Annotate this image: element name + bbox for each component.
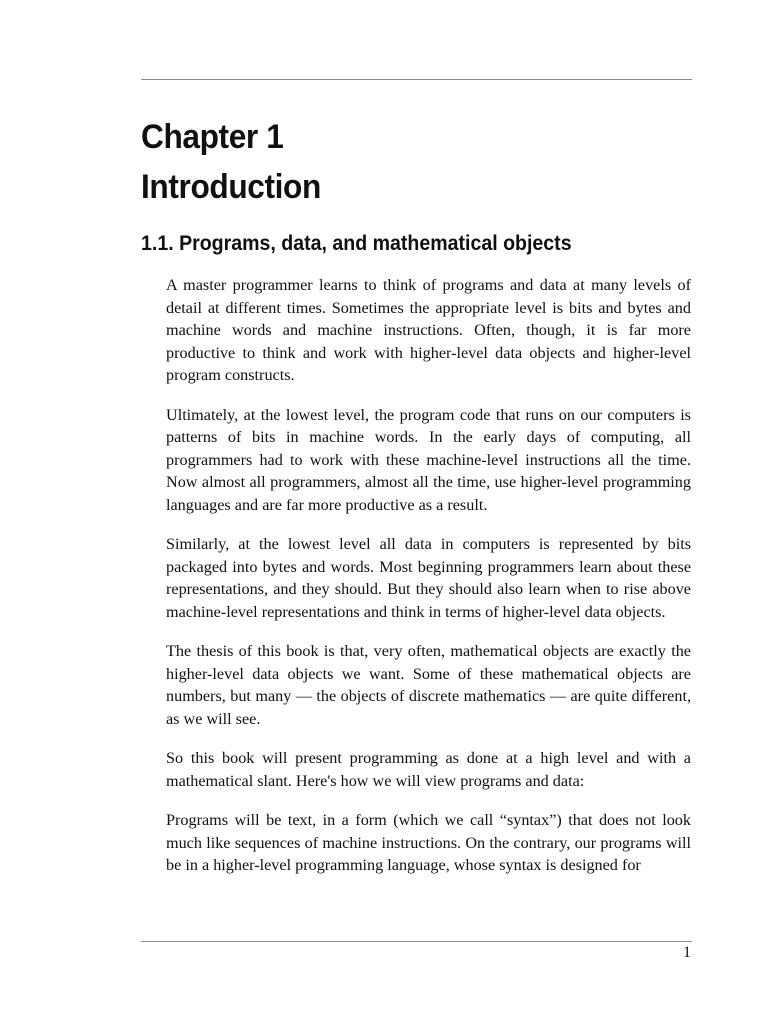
- chapter-heading: [141, 112, 653, 212]
- paragraph: Similarly, at the lowest level all data in computers is represented by bits packaged into bytes and words. Most beginning programmers learn about these representations, and they should. But they should also learn when to rise above machine-level representations and think in terms of higher-level data objects.: [166, 535, 691, 621]
- page-number: 1: [683, 944, 691, 961]
- paragraph: A master programmer learns to think of programs and data at many levels of detail at different times. Sometimes the appropriate level is bits and bytes and machine words and machine instructions. Often, though, it is far more productive to think and work with higher-level data objects and higher-level program constructs.: [166, 276, 691, 384]
- top-rule: [141, 79, 692, 80]
- chapter-number: Chapter 1: [141, 118, 284, 156]
- paragraph: The thesis of this book is that, very often, mathematical objects are exactly the higher-level data objects we want. Some of these mathematical objects are numbers, but many — the objects of discrete mathematics — are quite different, as we will see.: [166, 642, 691, 728]
- paragraph: Programs will be text, in a form (which we call “syntax”) that does not look much like sequences of machine instructions. On the contrary, our programs will be in a higher-level programming language, whose syntax is designed for: [166, 811, 691, 874]
- paragraph: So this book will present programming as done at a high level and with a mathematical slant. Here's how we will view programs and data:: [166, 749, 691, 790]
- section-heading: 1.1. Programs, data, and mathematical objects: [141, 231, 572, 255]
- paragraph: Ultimately, at the lowest level, the program code that runs on our computers is patterns of bits in machine words. In the early days of computing, all programmers had to work with these machine-level instructions all the time. Now almost all programmers, almost all the time, use higher-level programming languages and are far more productive as a result.: [166, 405, 691, 514]
- footer-rule: [141, 941, 692, 942]
- body-text: [166, 274, 691, 894]
- chapter-title: Introduction: [141, 168, 321, 206]
